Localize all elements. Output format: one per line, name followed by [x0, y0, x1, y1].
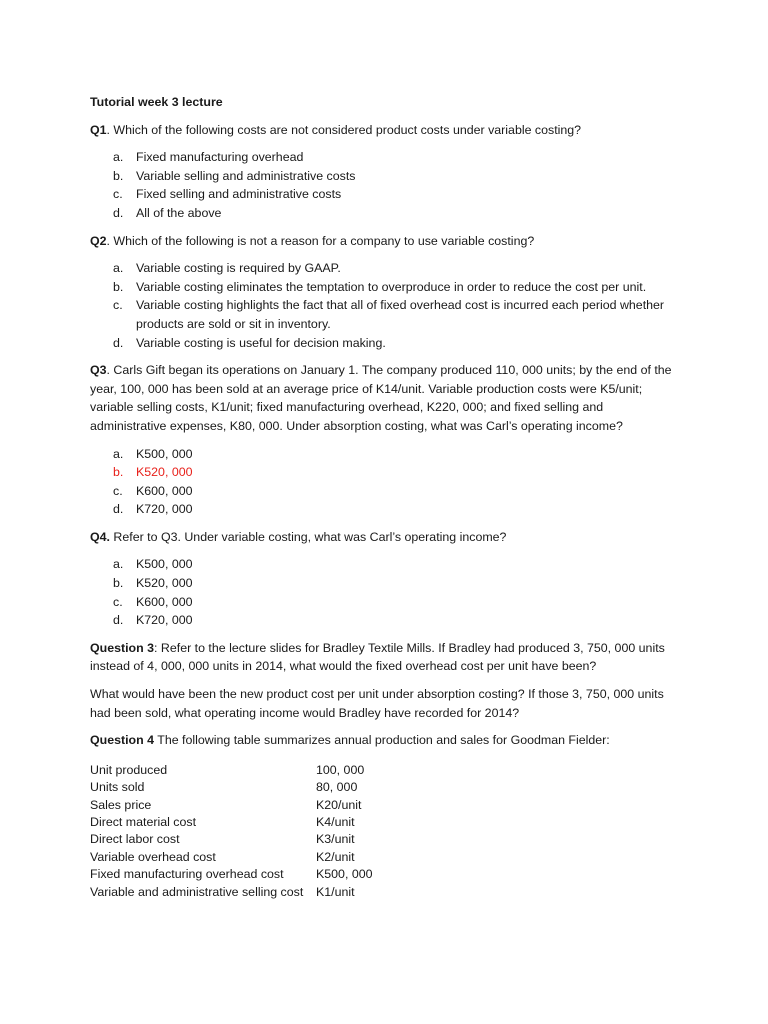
option-text: Variable selling and administrative costs: [136, 168, 356, 183]
answer-option: [90, 482, 696, 501]
question-list: [90, 121, 768, 630]
option-letter: a.: [113, 261, 124, 276]
option-letter: b.: [113, 576, 124, 591]
question-4-options: [90, 555, 768, 629]
answer-option: [90, 611, 696, 630]
question-3-options: [90, 445, 768, 519]
answer-option: [90, 334, 696, 353]
question-4-prompt: [90, 528, 675, 547]
table-row: [90, 831, 373, 848]
document-title: Tutorial week 3 lecture: [90, 95, 223, 109]
option-text: Variable costing highlights the fact that all of fixed overhead cost is incurred each period whether products are sold or sit in inventory.: [136, 298, 665, 331]
answer-option: [90, 259, 696, 278]
option-text: Variable costing is required by GAAP.: [136, 261, 341, 276]
question-3-text: : Refer to the lecture slides for Bradley Textile Mills. If Bradley had produced 3, 750, 000 units instead of 4, 000, 000 units in 2014, what would the fixed overhead cost per unit have been?: [90, 640, 665, 674]
option-letter: c.: [113, 483, 123, 498]
question-text: . Carls Gift began its operations on January 1. The company produced 110, 000 units; by the end of the year, 100, 000 has been sold at an average price of K14/unit. Variable production costs were K5/unit; variable selling costs, K1/unit; fixed manufacturing overhead, K220, 000; and fixed selling and administrative expenses, K80, 000. Under absorption costing, what was Carl’s operating income?: [90, 363, 672, 433]
table-row: [90, 762, 373, 779]
option-text: K520, 000: [136, 465, 193, 480]
answer-option: [90, 574, 696, 593]
answer-option: [90, 296, 696, 333]
table-row: [90, 849, 373, 866]
table-row: [90, 779, 373, 796]
question-3-paragraph: [90, 639, 675, 676]
option-letter: a.: [113, 446, 124, 461]
option-text: K500, 000: [136, 446, 193, 461]
production-table: [90, 762, 373, 901]
question-4-label: Question 4: [90, 733, 155, 748]
answer-option: [90, 204, 696, 223]
row-value: K4/unit: [316, 815, 355, 830]
row-value: K2/unit: [316, 849, 355, 864]
option-letter: a.: [113, 557, 124, 572]
row-value: K500, 000: [316, 867, 373, 882]
row-label: Variable overhead cost: [90, 849, 216, 864]
option-text: Fixed manufacturing overhead: [136, 150, 304, 165]
question-4-text: The following table summarizes annual production and sales for Goodman Fielder:: [154, 733, 610, 748]
option-letter: b.: [113, 168, 124, 183]
option-letter: b.: [113, 279, 124, 294]
option-letter: a.: [113, 150, 124, 165]
option-letter: c.: [113, 594, 123, 609]
option-text: K720, 000: [136, 613, 193, 628]
row-value: K20/unit: [316, 797, 362, 812]
table-row: [90, 797, 373, 814]
answer-option: [90, 463, 696, 482]
option-text: Variable costing eliminates the temptation to overproduce in order to reduce the cost per unit.: [136, 279, 647, 294]
option-text: K600, 000: [136, 483, 193, 498]
row-label: Units sold: [90, 780, 145, 795]
answer-option: [90, 445, 696, 464]
row-value: K1/unit: [316, 884, 355, 899]
option-text: Variable costing is useful for decision making.: [136, 335, 386, 350]
answer-option: [90, 593, 696, 612]
answer-option: [90, 148, 696, 167]
option-letter: d.: [113, 205, 124, 220]
answer-option: [90, 500, 696, 519]
question-label: Q3: [90, 363, 107, 378]
option-letter: b.: [113, 465, 124, 480]
row-label: Fixed manufacturing overhead cost: [90, 867, 284, 882]
option-letter: d.: [113, 502, 124, 517]
option-text: Fixed selling and administrative costs: [136, 187, 342, 202]
option-text: K520, 000: [136, 576, 193, 591]
table-row: [90, 884, 373, 901]
question-3-prompt: [90, 361, 675, 435]
row-label: Direct labor cost: [90, 832, 180, 847]
answer-option: [90, 185, 696, 204]
option-letter: d.: [113, 613, 124, 628]
option-letter: d.: [113, 335, 124, 350]
option-text: K500, 000: [136, 557, 193, 572]
option-letter: c.: [113, 298, 123, 313]
row-value: 100, 000: [316, 762, 365, 777]
answer-option: [90, 167, 696, 186]
answer-option: [90, 555, 696, 574]
question-4-paragraph: [90, 731, 675, 750]
table-row: [90, 814, 373, 831]
question-2-prompt: [90, 232, 675, 251]
option-letter: c.: [113, 187, 123, 202]
option-text: K720, 000: [136, 502, 193, 517]
question-text: Refer to Q3. Under variable costing, what was Carl’s operating income?: [109, 529, 507, 544]
row-value: 80, 000: [316, 780, 358, 795]
row-label: Direct material cost: [90, 815, 197, 830]
row-value: K3/unit: [316, 832, 355, 847]
row-label: Unit produced: [90, 762, 168, 777]
option-text: K600, 000: [136, 594, 193, 609]
question-2-options: [90, 259, 768, 352]
table-row: [90, 866, 373, 883]
answer-option: [90, 278, 696, 297]
question-1-prompt: [90, 121, 675, 140]
row-label: Variable and administrative selling cost: [90, 884, 304, 899]
row-label: Sales price: [90, 797, 152, 812]
question-3-label: Question 3: [90, 640, 155, 655]
question-label: Q4.: [90, 529, 110, 544]
question-1-options: [90, 148, 768, 222]
question-label: Q1: [90, 122, 107, 137]
option-text: All of the above: [136, 205, 222, 220]
question-3-followup: What would have been the new product cost per unit under absorption costing? If those 3, 750, 000 units had been sold, what operating income would Bradley have recorded for 2014?: [90, 687, 664, 720]
question-label: Q2: [90, 233, 107, 248]
question-text: . Which of the following costs are not considered product costs under variable costing?: [106, 122, 582, 137]
question-text: . Which of the following is not a reason for a company to use variable costing?: [106, 233, 535, 248]
